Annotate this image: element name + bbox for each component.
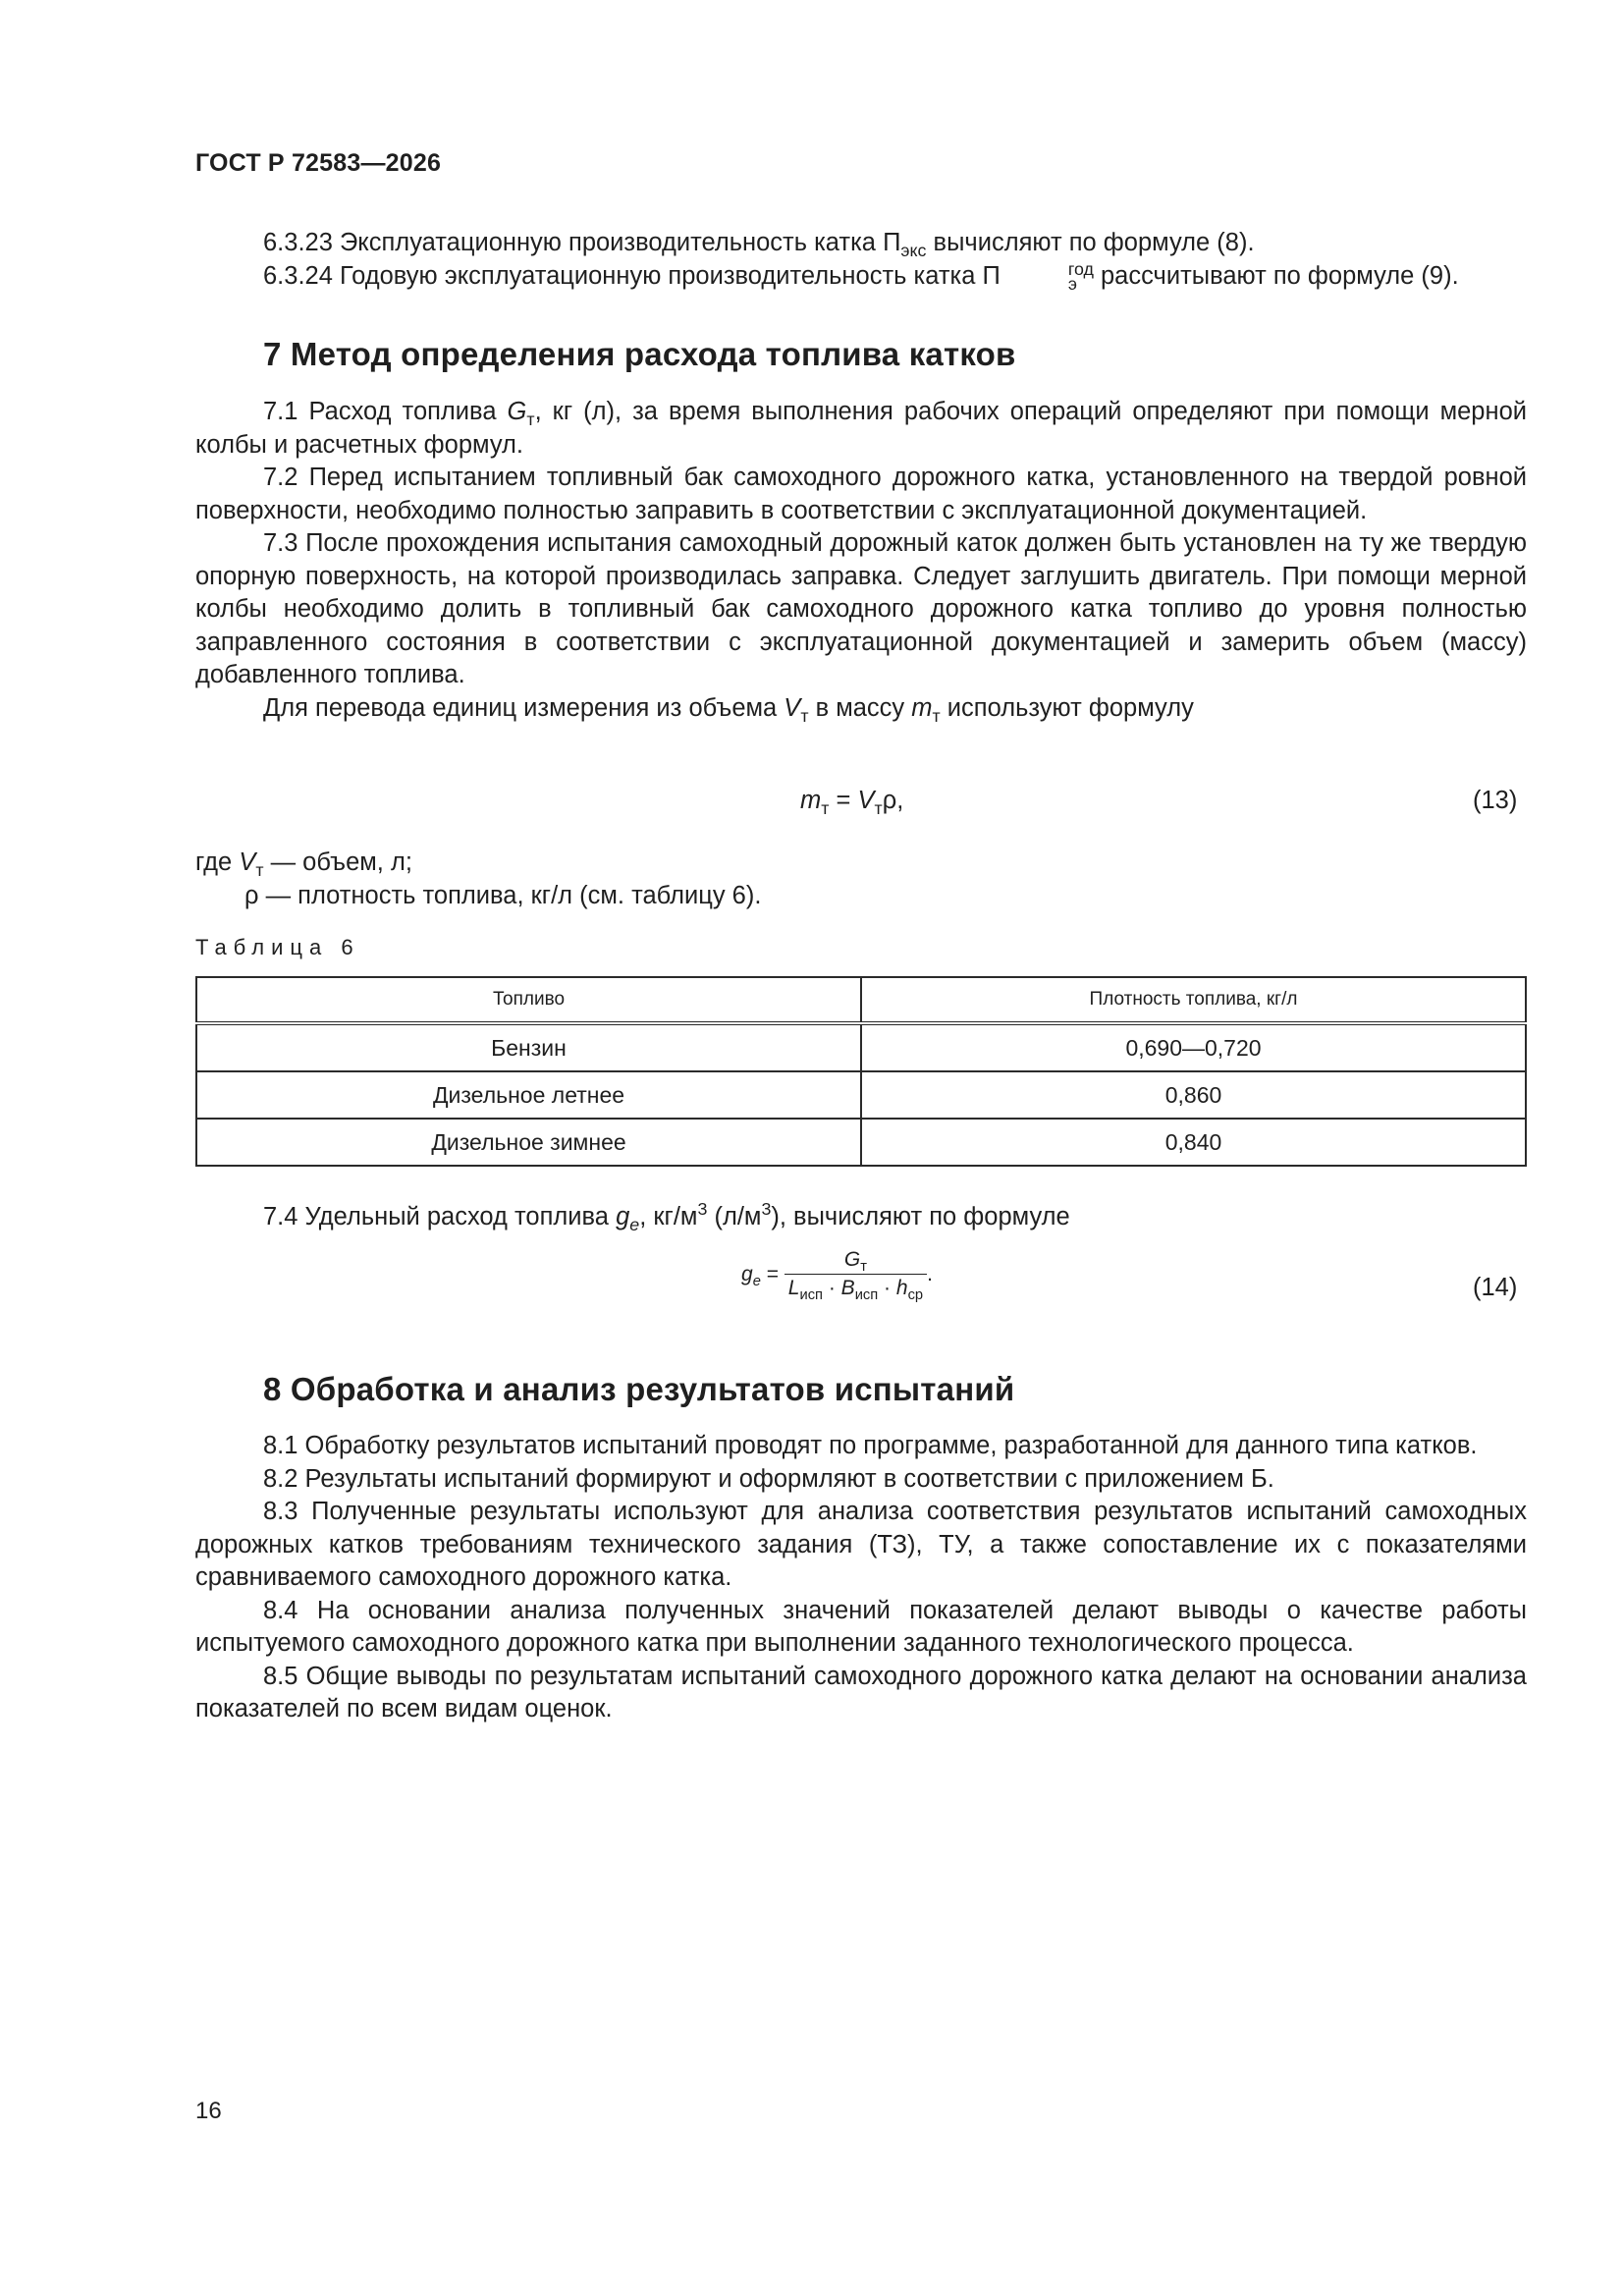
where-line-volume: где $V_т$ — объем, л;	[195, 848, 412, 881]
section-8-body	[195, 1430, 1527, 1726]
where-line-density: ρ — плотность топлива, кг/л (см. таблицу 6).	[244, 881, 762, 909]
page-number: 16	[195, 2098, 222, 2124]
paragraph-8-4: 8.4 На основании анализа полученных значений показателей делают выводы о качестве работы испытуемого самоходного дорожного катка при выполнении заданного технологического процесса.	[195, 1596, 1527, 1657]
table-6	[195, 976, 1527, 1167]
table-cell-fuel: Бензин	[196, 1023, 861, 1071]
formula-14-number: (14)	[1473, 1274, 1518, 1301]
intro-block	[195, 227, 1527, 293]
section-8-heading: 8 Обработка и анализ результатов испытаний	[263, 1371, 1015, 1407]
column-header-fuel: Топливо	[196, 977, 861, 1023]
paragraph-8-1: 8.1 Обработку результатов испытаний проводят по программе, разработанной для данного типа катков.	[263, 1432, 1478, 1459]
paragraph-7-1: 7.1 Расход топлива $G_т$, кг (л), за время выполнения рабочих операций определяют при помощи мерной колбы и расчетных формул.	[195, 398, 1527, 459]
table-row	[196, 1023, 1526, 1071]
table-cell-fuel: Дизельное зимнее	[196, 1119, 861, 1166]
paragraph-7-2: 7.2 Перед испытанием топливный бак самоходного дорожного катка, установленного на твердой ровной поверхности, необходимо полностью заправить в соответствии с эксплуатационной документацией.	[195, 464, 1527, 524]
table-cell-density: 0,690—0,720	[861, 1023, 1526, 1071]
paragraph-7-3: 7.3 После прохождения испытания самоходный дорожный каток должен быть установлен на ту же твердую опорную поверхность, на которой производилась заправка. Следует заглушить двигатель. При помощи мерной колбы необходимо долить в топливный бак самоходного дорожного катка топливо до уровня полностью заправленного состояния в соответствии с эксплуатационной документацией и замерить объем (массу) добавленного топлива.	[195, 529, 1527, 688]
table-row	[196, 1071, 1526, 1119]
table-cell-density: 0,840	[861, 1119, 1526, 1166]
paragraph-8-5: 8.5 Общие выводы по результатам испытаний самоходного дорожного катка делают на основании анализа показателей по всем видам оценок.	[195, 1662, 1527, 1722]
table-row	[196, 1119, 1526, 1166]
paragraph-7-4-block	[195, 1201, 1527, 1234]
formula-14-fraction	[784, 1248, 927, 1304]
formula-14: $g_e$ = $\frac{G_т}{L_{исп} \cdot B_{исп} \cdot h_{ср}}$ .	[741, 1248, 933, 1304]
paragraph-8-3: 8.3 Полученные результаты используют для анализа соответствия результатов испытаний самоходных дорожных катков требованиям технического задания (ТЗ), ТУ, а также сопоставление их с показателями сравниваемого самоходного дорожного катка.	[195, 1498, 1527, 1591]
section-7-body	[195, 396, 1527, 725]
table-cell-density: 0,860	[861, 1071, 1526, 1119]
paragraph-7-4: 7.4 Удельный расход топлива $g_e$, $кг/м^3$ $(л/м^3)$, вычисляют по формуле	[263, 1199, 1070, 1235]
paragraph-6-3-23: 6.3.23 Эксплуатационную производительность катка $П_{экс}$ вычисляют по формуле (8).	[263, 229, 1255, 261]
column-header-density: Плотность топлива, кг/л	[861, 977, 1526, 1023]
fraction-denominator: $L_{исп} \cdot B_{исп} \cdot h_{ср}$	[787, 1277, 924, 1304]
formula-13-number: (13)	[1473, 787, 1518, 814]
document-code-header: ГОСТ Р 72583—2026	[195, 149, 442, 177]
formula-13: $m_т = V_т\rho$,	[800, 787, 904, 819]
paragraph-6-3-24: 6.3.24 Годовую эксплуатационную производительность катка П год э рассчитывают по формуле (9).	[263, 258, 1459, 294]
section-7-heading: 7 Метод определения расхода топлива катков	[263, 336, 1016, 372]
table-header-row	[196, 977, 1526, 1023]
paragraph-8-2: 8.2 Результаты испытаний формируют и оформляют в соответствии с приложением Б.	[263, 1464, 1274, 1493]
table-cell-fuel: Дизельное летнее	[196, 1071, 861, 1119]
paragraph-unit-conversion: Для перевода единиц измерения из объема $V_т$ в массу $m_т$ используют формулу	[263, 693, 1194, 726]
where-clause	[195, 847, 1527, 912]
table-6-caption: Таблица 6	[195, 935, 360, 959]
fraction-numerator: $G_т$	[784, 1248, 927, 1275]
